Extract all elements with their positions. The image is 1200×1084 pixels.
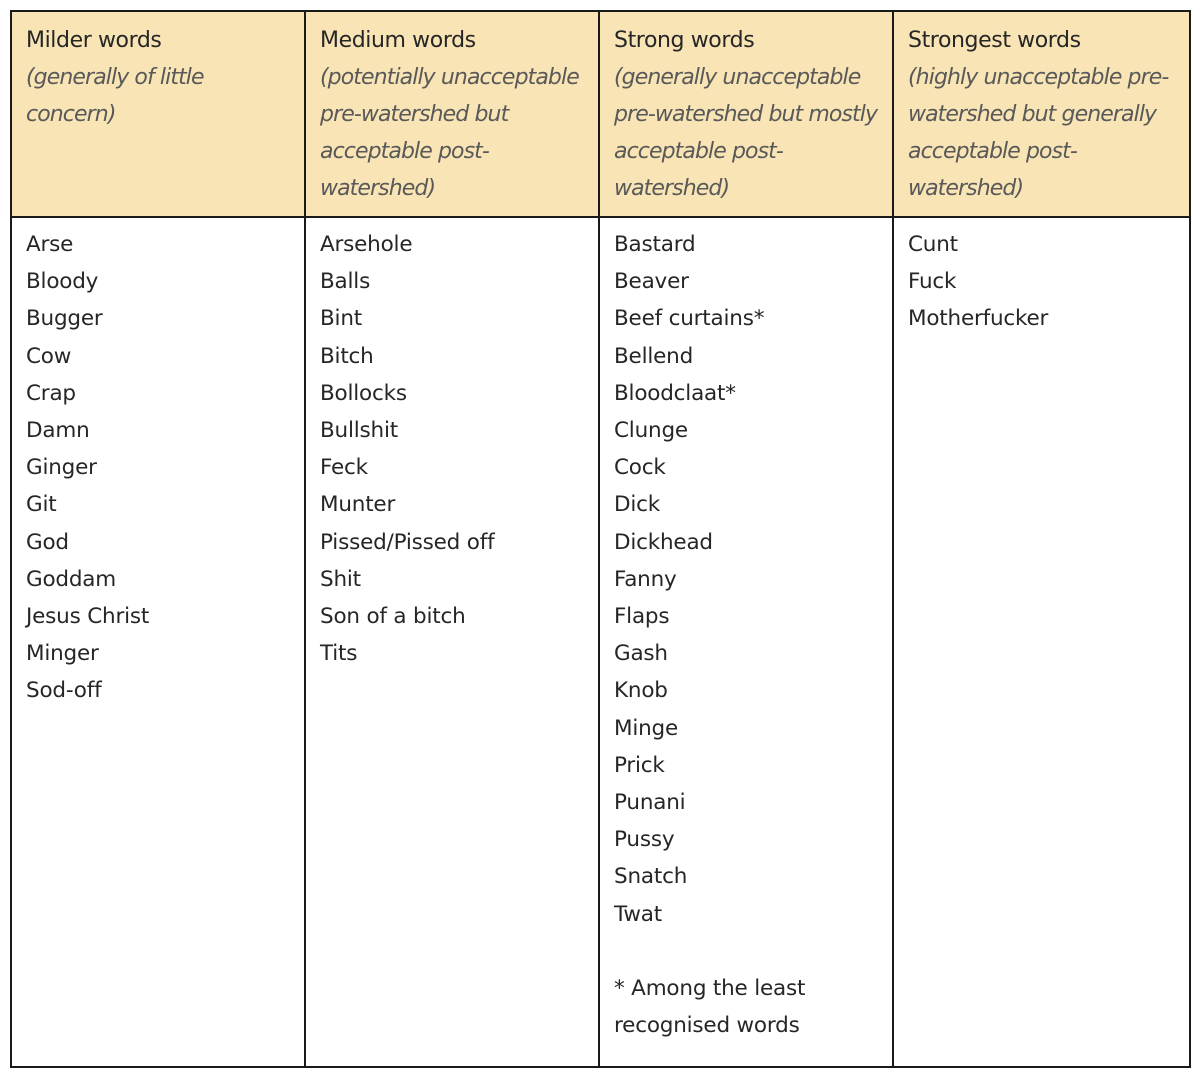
column-cell-strongest [893,217,1190,1067]
column-cell-strong [599,217,893,1067]
word-item: Ginger [26,455,97,481]
column-subtitle: (highly unacceptable pre-watershed but generally acceptable post-watershed) [908,65,1169,201]
word-item: Dickhead [614,529,713,555]
word-item: Son of a bitch [320,604,466,630]
column-cell-medium [305,217,599,1067]
word-item: Bitch [320,343,374,369]
word-item: Bloodclaat* [614,380,736,406]
word-item: Crap [26,380,76,406]
offensive-words-table [10,10,1191,1068]
column-header-milder [11,11,305,217]
word-item: Twat [614,901,662,927]
word-item: Sod-off [26,678,102,704]
word-item: Bugger [26,306,103,332]
column-title: Milder words [26,28,162,53]
word-item: Balls [320,269,371,295]
word-item: Beaver [614,269,689,295]
column-subtitle: (generally of little concern) [26,65,204,127]
word-item: Munter [320,492,396,518]
word-item: Pissed/Pissed off [320,529,495,555]
column-title: Strongest words [908,28,1081,53]
word-item: Prick [614,752,665,778]
column-title: Strong words [614,28,755,53]
word-list-milder [26,226,290,710]
word-item: Cow [26,343,72,369]
word-item: Knob [614,678,668,704]
word-item: Fanny [614,566,677,592]
word-item: Clunge [614,418,688,444]
word-item: Shit [320,566,361,592]
word-item: Bellend [614,343,694,369]
word-item: Arse [26,232,74,257]
word-item: Punani [614,790,686,816]
column-title: Medium words [320,28,476,53]
word-item: Arsehole [320,232,413,257]
word-item: Tits [320,641,358,667]
word-item: Cock [614,455,666,481]
body-row [11,217,1190,1067]
word-item: Cunt [908,232,958,257]
column-cell-milder [11,217,305,1067]
footnote: * Among the least recognised words [614,975,806,1039]
word-item: Motherfucker [908,306,1049,332]
word-item: Minge [614,715,679,741]
word-item: Jesus Christ [26,604,150,630]
word-item: Git [26,492,57,518]
column-header-medium [305,11,599,217]
word-item: Fuck [908,269,957,295]
word-item: Dick [614,492,661,518]
word-list-strong [614,226,878,933]
word-item: God [26,529,69,555]
word-item: Bollocks [320,380,407,406]
column-subtitle: (potentially unacceptable pre-watershed but acceptable post-watershed) [320,65,579,201]
word-item: Snatch [614,864,688,890]
word-item: Bullshit [320,418,398,444]
word-item: Minger [26,641,99,667]
word-item: Bastard [614,232,696,257]
word-item: Gash [614,641,668,667]
word-list-strongest [908,226,1175,338]
word-item: Feck [320,455,368,481]
column-subtitle: (generally unacceptable pre-watershed but mostly acceptable post-watershed) [614,65,878,201]
word-item: Flaps [614,604,670,630]
word-item: Bloody [26,269,99,295]
column-header-strongest [893,11,1190,217]
word-item: Damn [26,418,90,444]
word-item: Goddam [26,566,117,592]
header-row [11,11,1190,217]
word-list-medium [320,226,584,672]
word-item: Bint [320,306,362,332]
word-item: Pussy [614,827,675,853]
column-header-strong [599,11,893,217]
word-item: Beef curtains* [614,306,765,332]
